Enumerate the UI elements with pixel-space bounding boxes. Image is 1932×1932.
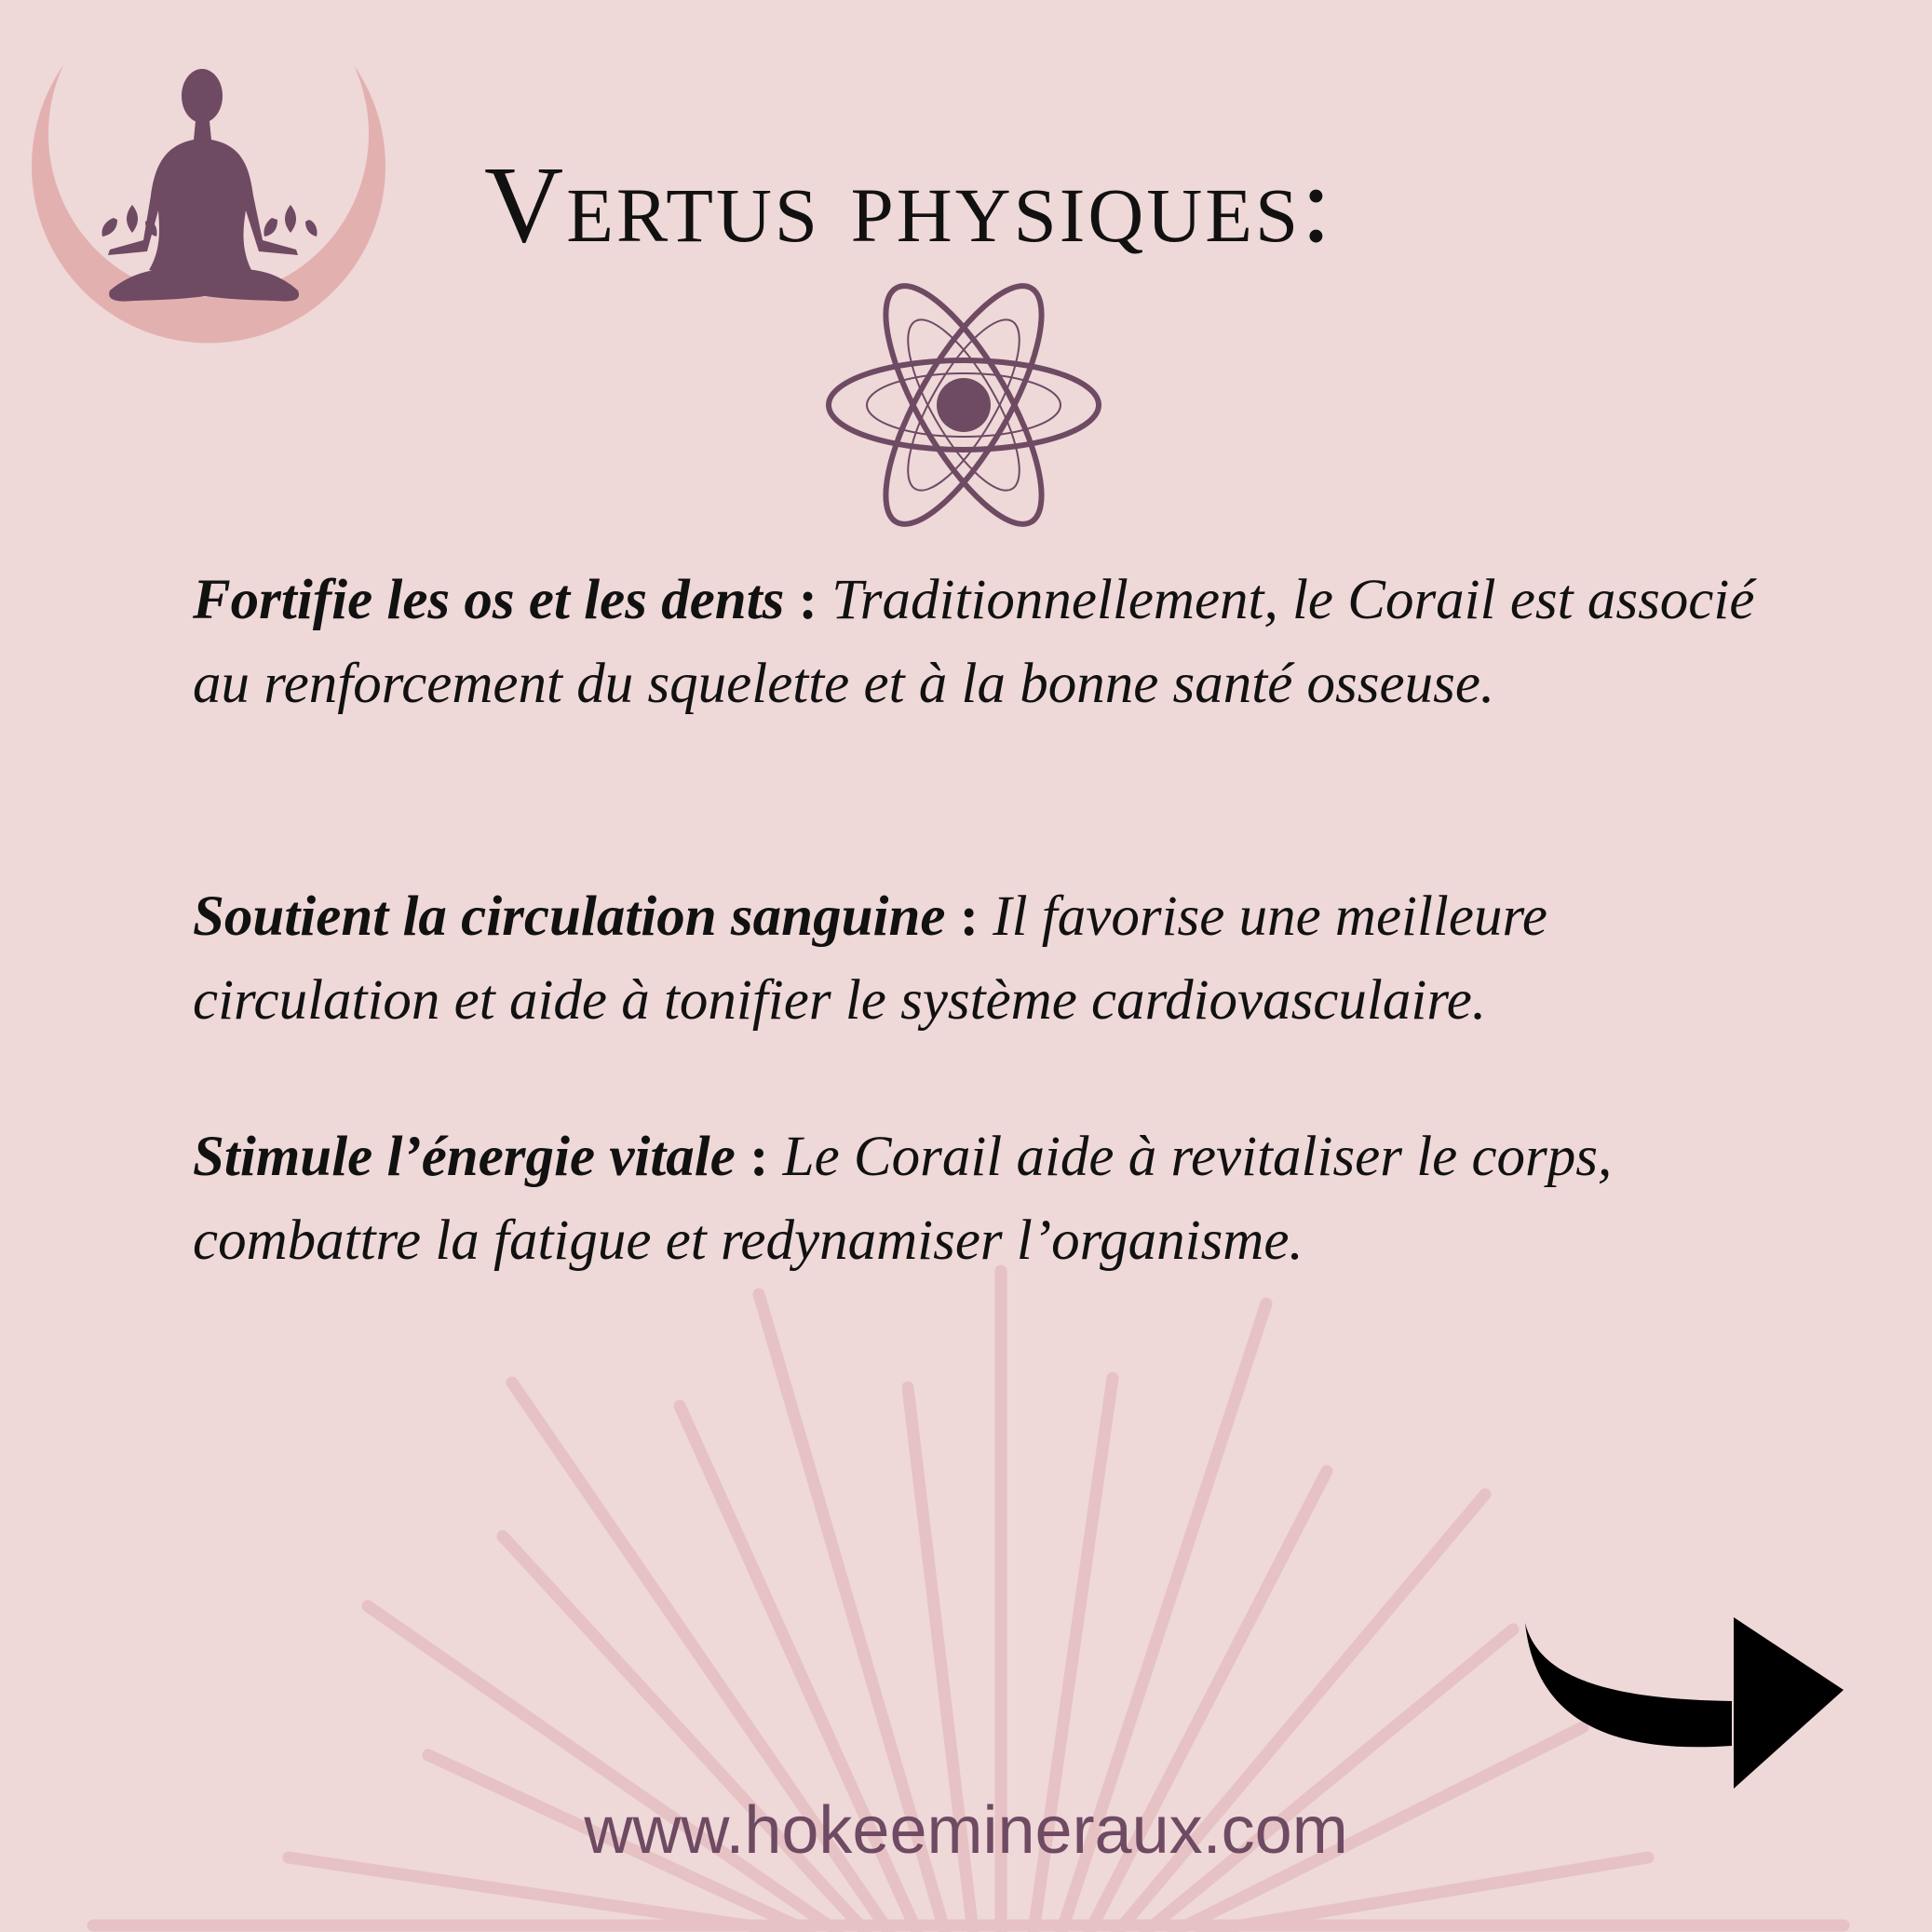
atom-icon <box>824 265 1103 545</box>
virtue-separator: : <box>945 885 993 948</box>
virtue-separator: : <box>784 569 832 631</box>
virtue-title: Fortifie les os et les dents <box>193 569 785 631</box>
virtue-description: Le Corail aide à revitaliser le corps, combattre la fatigue et redynamiser l’organisme. <box>193 1126 1613 1272</box>
curved-arrow-right-icon[interactable] <box>1518 1615 1848 1792</box>
page-title: Vertus physiques: <box>484 143 1334 265</box>
virtue-title: Stimule l’énergie vitale <box>193 1126 736 1188</box>
virtue-description: Il favorise une meilleure circulation et aide à tonifier le système cardiovasculaire. <box>193 885 1547 1032</box>
virtue-title: Soutient la circulation sanguine <box>193 885 946 948</box>
website-link[interactable]: www.hokeemineraux.com <box>584 1793 1348 1868</box>
virtue-blood-circulation <box>193 875 1776 1043</box>
virtue-bones-teeth <box>193 559 1776 726</box>
virtue-vital-energy <box>193 1115 1776 1283</box>
meditation-figure-icon <box>19 56 391 382</box>
virtue-separator: : <box>735 1126 783 1188</box>
virtue-description: Traditionnellement, le Corail est associé au renforcement du squelette et à la bonne santé osseuse. <box>193 569 1755 715</box>
